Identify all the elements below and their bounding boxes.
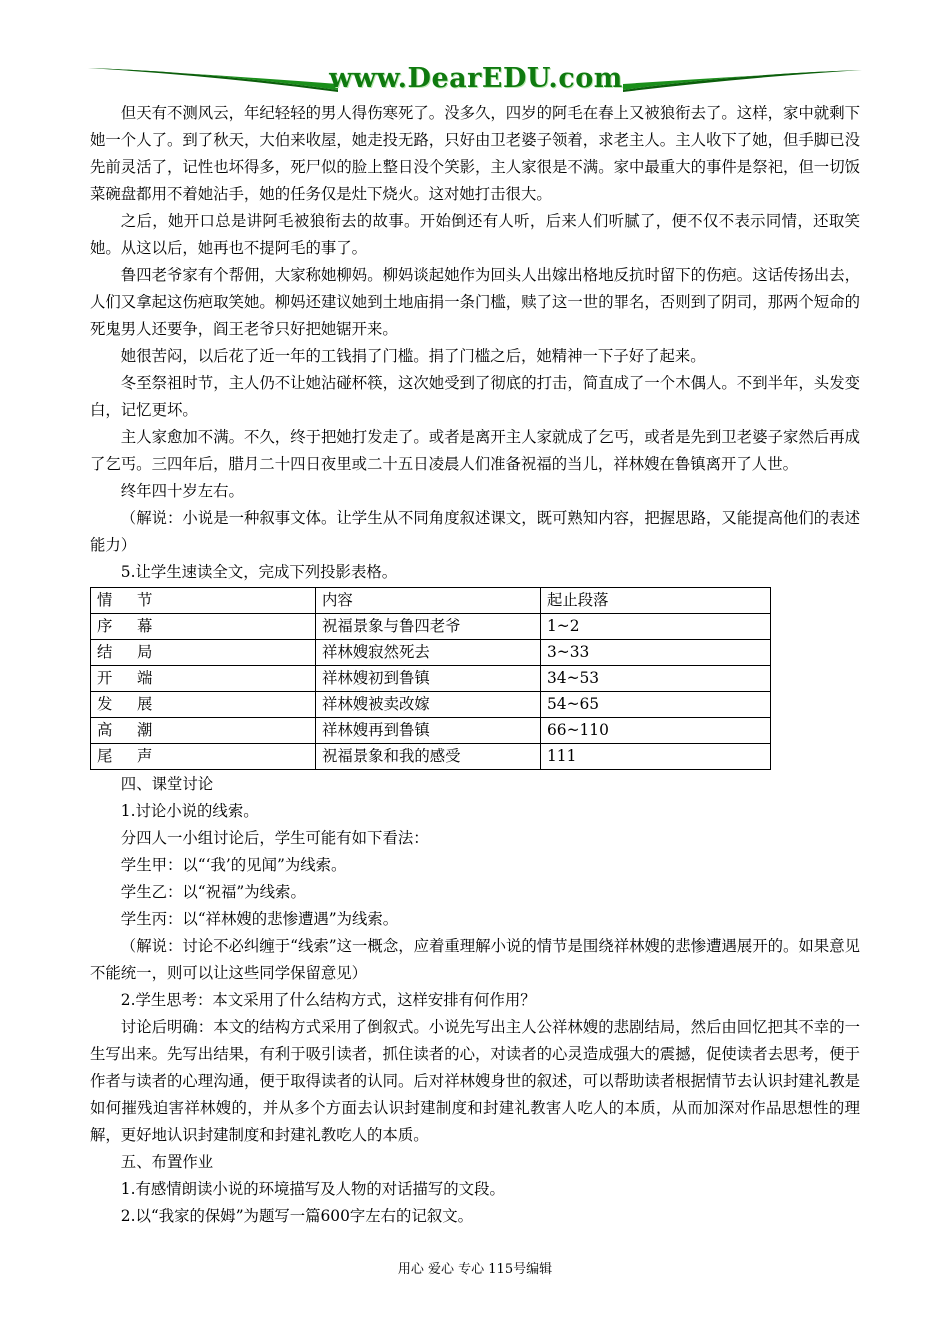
- explanation-note: （解说：小说是一种叙事文体。让学生从不同角度叙述课文，既可熟知内容，把握思路，又能提高他们的表述能力）: [90, 509, 860, 554]
- table-cell: 66~110: [541, 718, 771, 744]
- plot-structure-table: [90, 587, 771, 770]
- paragraph: 讨论后明确：本文的结构方式采用了倒叙式。小说先写出主人公祥林嫂的悲剧结局，然后由回忆把其不幸的一生写出来。先写出结果，有利于吸引读者，抓住读者的心，对读者的心灵造成强大的震撼，促使读者去思考，便于作者与读者的心理沟通，便于取得读者的认同。后对祥林嫂身世的叙述，可以帮助读者根据情节去认识封建礼教是如何摧残迫害祥林嫂的，并从多个方面去认识封建制度和封建礼教害人吃人的本质，从而加深对作品思想性的理解，更好地认识封建制度和封建礼教吃人的本质。: [90, 1018, 860, 1144]
- paragraph: 她很苦闷，以后花了近一年的工钱捐了门槛。捐了门槛之后，她精神一下子好了起来。: [120, 347, 706, 365]
- table-cell: 结局: [91, 640, 316, 666]
- paragraph: 分四人一小组讨论后，学生可能有如下看法：: [120, 829, 429, 847]
- table-row: [91, 744, 771, 770]
- paragraph: 2.学生思考：本文采用了什么结构方式，这样安排有何作用？: [120, 991, 536, 1009]
- section-heading: 四、课堂讨论: [120, 775, 214, 793]
- table-cell: 1~2: [541, 614, 771, 640]
- table-row: [91, 666, 771, 692]
- table-row: [91, 614, 771, 640]
- table-cell: 111: [541, 744, 771, 770]
- header-cell: 起止段落: [541, 588, 771, 614]
- table-cell: 祥林嫂再到鲁镇: [316, 718, 541, 744]
- table-row: [91, 692, 771, 718]
- table-row: [91, 640, 771, 666]
- paragraph: 1.有感情朗读小说的环境描写及人物的对话描写的文段。: [120, 1180, 505, 1198]
- document-body: [90, 100, 860, 1230]
- header-cell: 情节: [91, 588, 316, 614]
- table-header-row: [91, 588, 771, 614]
- table-cell: 发展: [91, 692, 316, 718]
- explanation-note: （解说：讨论不必纠缠于“线索”这一概念，应着重理解小说的情节是围绕祥林嫂的悲惨遭遇展开的。如果意见不能统一，则可以让这些同学保留意见）: [90, 937, 860, 982]
- section-heading: 五、布置作业: [120, 1153, 214, 1171]
- table-cell: 开端: [91, 666, 316, 692]
- table-cell: 34~53: [541, 666, 771, 692]
- table-cell: 高潮: [91, 718, 316, 744]
- header-cell: 内容: [316, 588, 541, 614]
- paragraph: 学生乙：以“祝福”为线索。: [120, 883, 306, 901]
- table-cell: 尾声: [91, 744, 316, 770]
- paragraph: 2.以“我家的保姆”为题写一篇600字左右的记叙文。: [120, 1207, 474, 1225]
- table-cell: 54~65: [541, 692, 771, 718]
- table-row: [91, 718, 771, 744]
- table-cell: 3~33: [541, 640, 771, 666]
- page-footer: 用心 爱心 专心 115号编辑: [397, 1262, 553, 1277]
- table-cell: 祝福景象和我的感受: [316, 744, 541, 770]
- paragraph: 学生甲：以“‘我’的见闻”为线索。: [120, 856, 347, 874]
- paragraph: 学生丙：以“祥林嫂的悲惨遭遇”为线索。: [120, 910, 399, 928]
- table-cell: 祥林嫂寂然死去: [316, 640, 541, 666]
- paragraph: 但天有不测风云，年纪轻轻的男人得伤寒死了。没多久，四岁的阿毛在春上又被狼衔去了。这样，家中就剩下她一个人了。到了秋天，大伯来收屋，她走投无路，只好由卫老婆子领着，求老主人。主人收下了她，但手脚已没先前灵活了，记性也坏得多，死尸似的脸上整日没个笑影，主人家很是不满。家中最重大的事件是祭祀，但一切饭菜碗盘都用不着她沾手，她的任务仅是灶下烧火。这对她打击很大。: [90, 104, 860, 203]
- table-cell: 祝福景象与鲁四老爷: [316, 614, 541, 640]
- paragraph: 冬至祭祖时节，主人仍不让她沾碰杯筷，这次她受到了彻底的打击，简直成了一个木偶人。不到半年，头发变白，记忆更坏。: [90, 374, 860, 419]
- page-header: [88, 62, 862, 96]
- table-cell: 序幕: [91, 614, 316, 640]
- paragraph: 主人家愈加不满。不久，终于把她打发走了。或者是离开主人家就成了乞丐，或者是先到卫老婆子家然后再成了乞丐。三四年后，腊月二十四日夜里或二十五日凌晨人们准备祝福的当儿，祥林嫂在鲁镇离开了人世。: [90, 428, 860, 473]
- table-cell: 祥林嫂初到鲁镇: [316, 666, 541, 692]
- paragraph: 终年四十岁左右。: [120, 482, 244, 500]
- table-instruction: 5.让学生速读全文，完成下列投影表格。: [120, 563, 398, 581]
- paragraph: 1.讨论小说的线索。: [120, 802, 259, 820]
- table-cell: 祥林嫂被卖改嫁: [316, 692, 541, 718]
- paragraph: 鲁四老爷家有个帮佣，大家称她柳妈。柳妈谈起她作为回头人出嫁出格地反抗时留下的伤疤。这话传扬出去，人们又拿起这伤疤取笑她。柳妈还建议她到土地庙捐一条门槛，赎了这一世的罪名，否则到了阴司，那两个短命的死鬼男人还要争，阎王老爷只好把她锯开来。: [90, 266, 860, 338]
- site-logo: www.DearEDU.com: [329, 63, 623, 94]
- paragraph: 之后，她开口总是讲阿毛被狼衔去的故事。开始倒还有人听，后来人们听腻了，便不仅不表示同情，还取笑她。从这以后，她再也不提阿毛的事了。: [90, 212, 860, 257]
